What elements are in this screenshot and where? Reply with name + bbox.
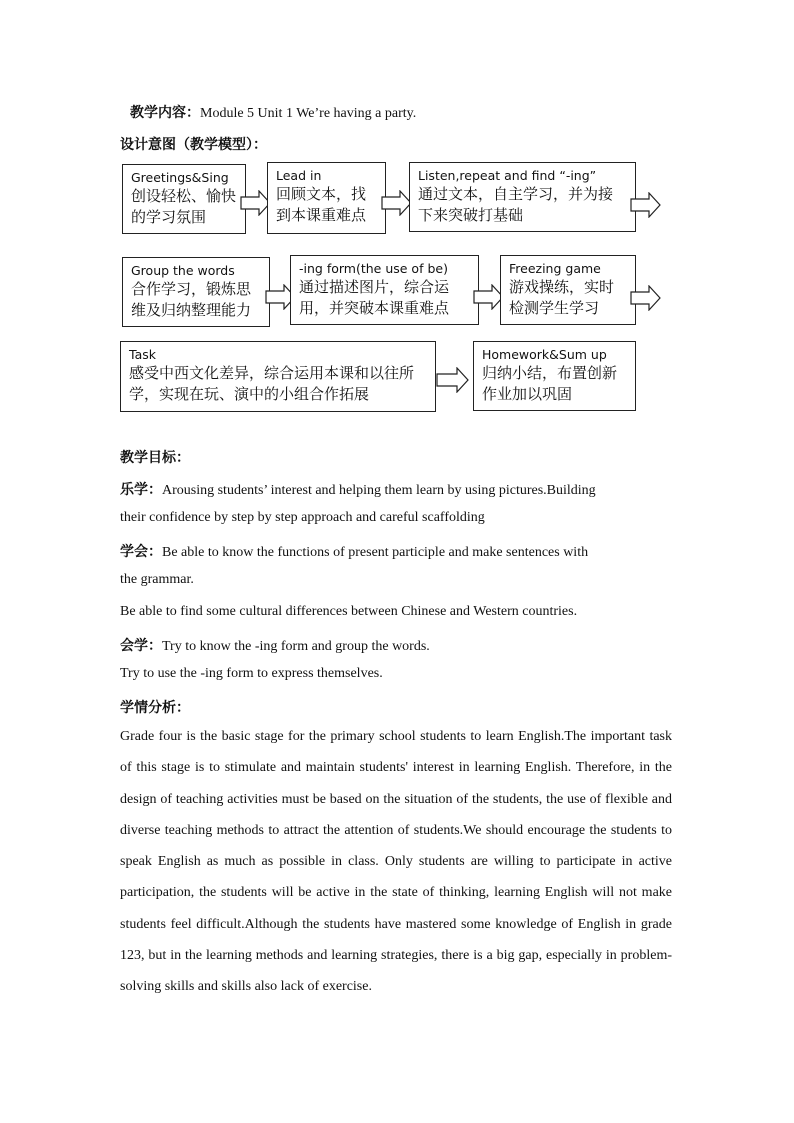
goal2-text1: Be able to know the functions of present participle and make sentences with — [162, 545, 589, 560]
flow-box-title: Group the words — [131, 263, 235, 278]
flow-box-listen-repeat — [409, 162, 636, 232]
flow-box-ing-form — [290, 255, 479, 325]
goal1-text1: Arousing students’ interest and helping them learn by using pictures.Building — [162, 483, 596, 498]
flow-box-homework — [473, 341, 636, 411]
goal2-line2: the grammar. — [120, 572, 194, 587]
arrow-right-icon — [630, 192, 662, 218]
goal2-line1 — [120, 541, 588, 561]
flow-box-desc: 通过文本，自主学习，并为接下来突破打基础 — [418, 185, 614, 224]
flow-box-desc: 游戏操练，实时检测学生学习 — [509, 278, 615, 317]
flow-box-title: Listen,repeat and find “-ing” — [418, 168, 597, 183]
flow-box-greetings — [122, 164, 246, 234]
goal3-text1: Try to know the -ing form and group the words. — [162, 639, 430, 654]
goal1-line1 — [120, 479, 596, 499]
content-label: 教学内容： — [130, 105, 200, 121]
arrow-right-icon — [436, 367, 470, 393]
content-line — [130, 102, 416, 122]
flow-box-freezing-game — [500, 255, 636, 325]
flow-box-title: Lead in — [276, 168, 322, 183]
goals-heading: 教学目标： — [120, 450, 190, 466]
flow-box-group-words — [122, 257, 270, 327]
flow-box-title: -ing form(the use of be) — [299, 261, 448, 276]
flow-box-desc: 归纳小结，布置创新作业加以巩固 — [482, 364, 618, 403]
flow-box-title: Freezing game — [509, 261, 601, 276]
flow-box-task — [120, 341, 436, 412]
design-heading: 设计意图（教学模型）： — [120, 137, 267, 153]
flow-box-desc: 创设轻松、愉快的学习氛围 — [131, 187, 237, 226]
flow-box-desc: 回顾文本，找到本课重难点 — [276, 185, 367, 224]
content-text: Module 5 Unit 1 We’re having a party. — [200, 106, 417, 121]
flow-box-title: Greetings&Sing — [131, 170, 229, 185]
flow-box-desc: 合作学习，锻炼思维及归纳整理能力 — [131, 280, 252, 319]
flow-box-title: Homework&Sum up — [482, 347, 607, 362]
flow-box-lead-in — [267, 162, 386, 234]
goal3-line2: Try to use the -ing form to express themselves. — [120, 666, 383, 681]
analysis-paragraph: Grade four is the basic stage for the primary school students to learn English.The important task of this stage is to stimulate and maintain students' interest in learning English. Therefore, in the design of teaching activities must be based on the situation of the students, the use of flexible and diverse teaching methods to attract the attention of students.We should encourage the students to speak English as much as possible in class. Only students are willing to participate in active participation, the students will be active in the state of thinking, learning English will not make students feel difficult.Although the students have mastered some knowledge of English in grade 123, but in the learning methods and learning strategies, there is a big gap, especially in problem-solving skills and skills also lack of exercise. — [120, 729, 672, 995]
flow-box-title: Task — [129, 347, 156, 362]
goal1-label: 乐学： — [120, 482, 162, 498]
goal1-line2: their confidence by step by step approach and careful scaffolding — [120, 510, 485, 525]
goal2-label: 学会： — [120, 544, 162, 560]
flow-box-desc: 感受中西文化差异，综合运用本课和以往所学，实现在玩、演中的小组合作拓展 — [129, 364, 415, 403]
goal3-label: 会学： — [120, 638, 162, 654]
arrow-right-icon — [630, 285, 662, 311]
flow-box-desc: 通过描述图片，综合运用，并突破本课重难点 — [299, 278, 450, 317]
goal3-line1 — [120, 635, 430, 655]
analysis-heading: 学情分析： — [120, 700, 190, 716]
goal2-line3: Be able to find some cultural differences between Chinese and Western countries. — [120, 604, 578, 619]
